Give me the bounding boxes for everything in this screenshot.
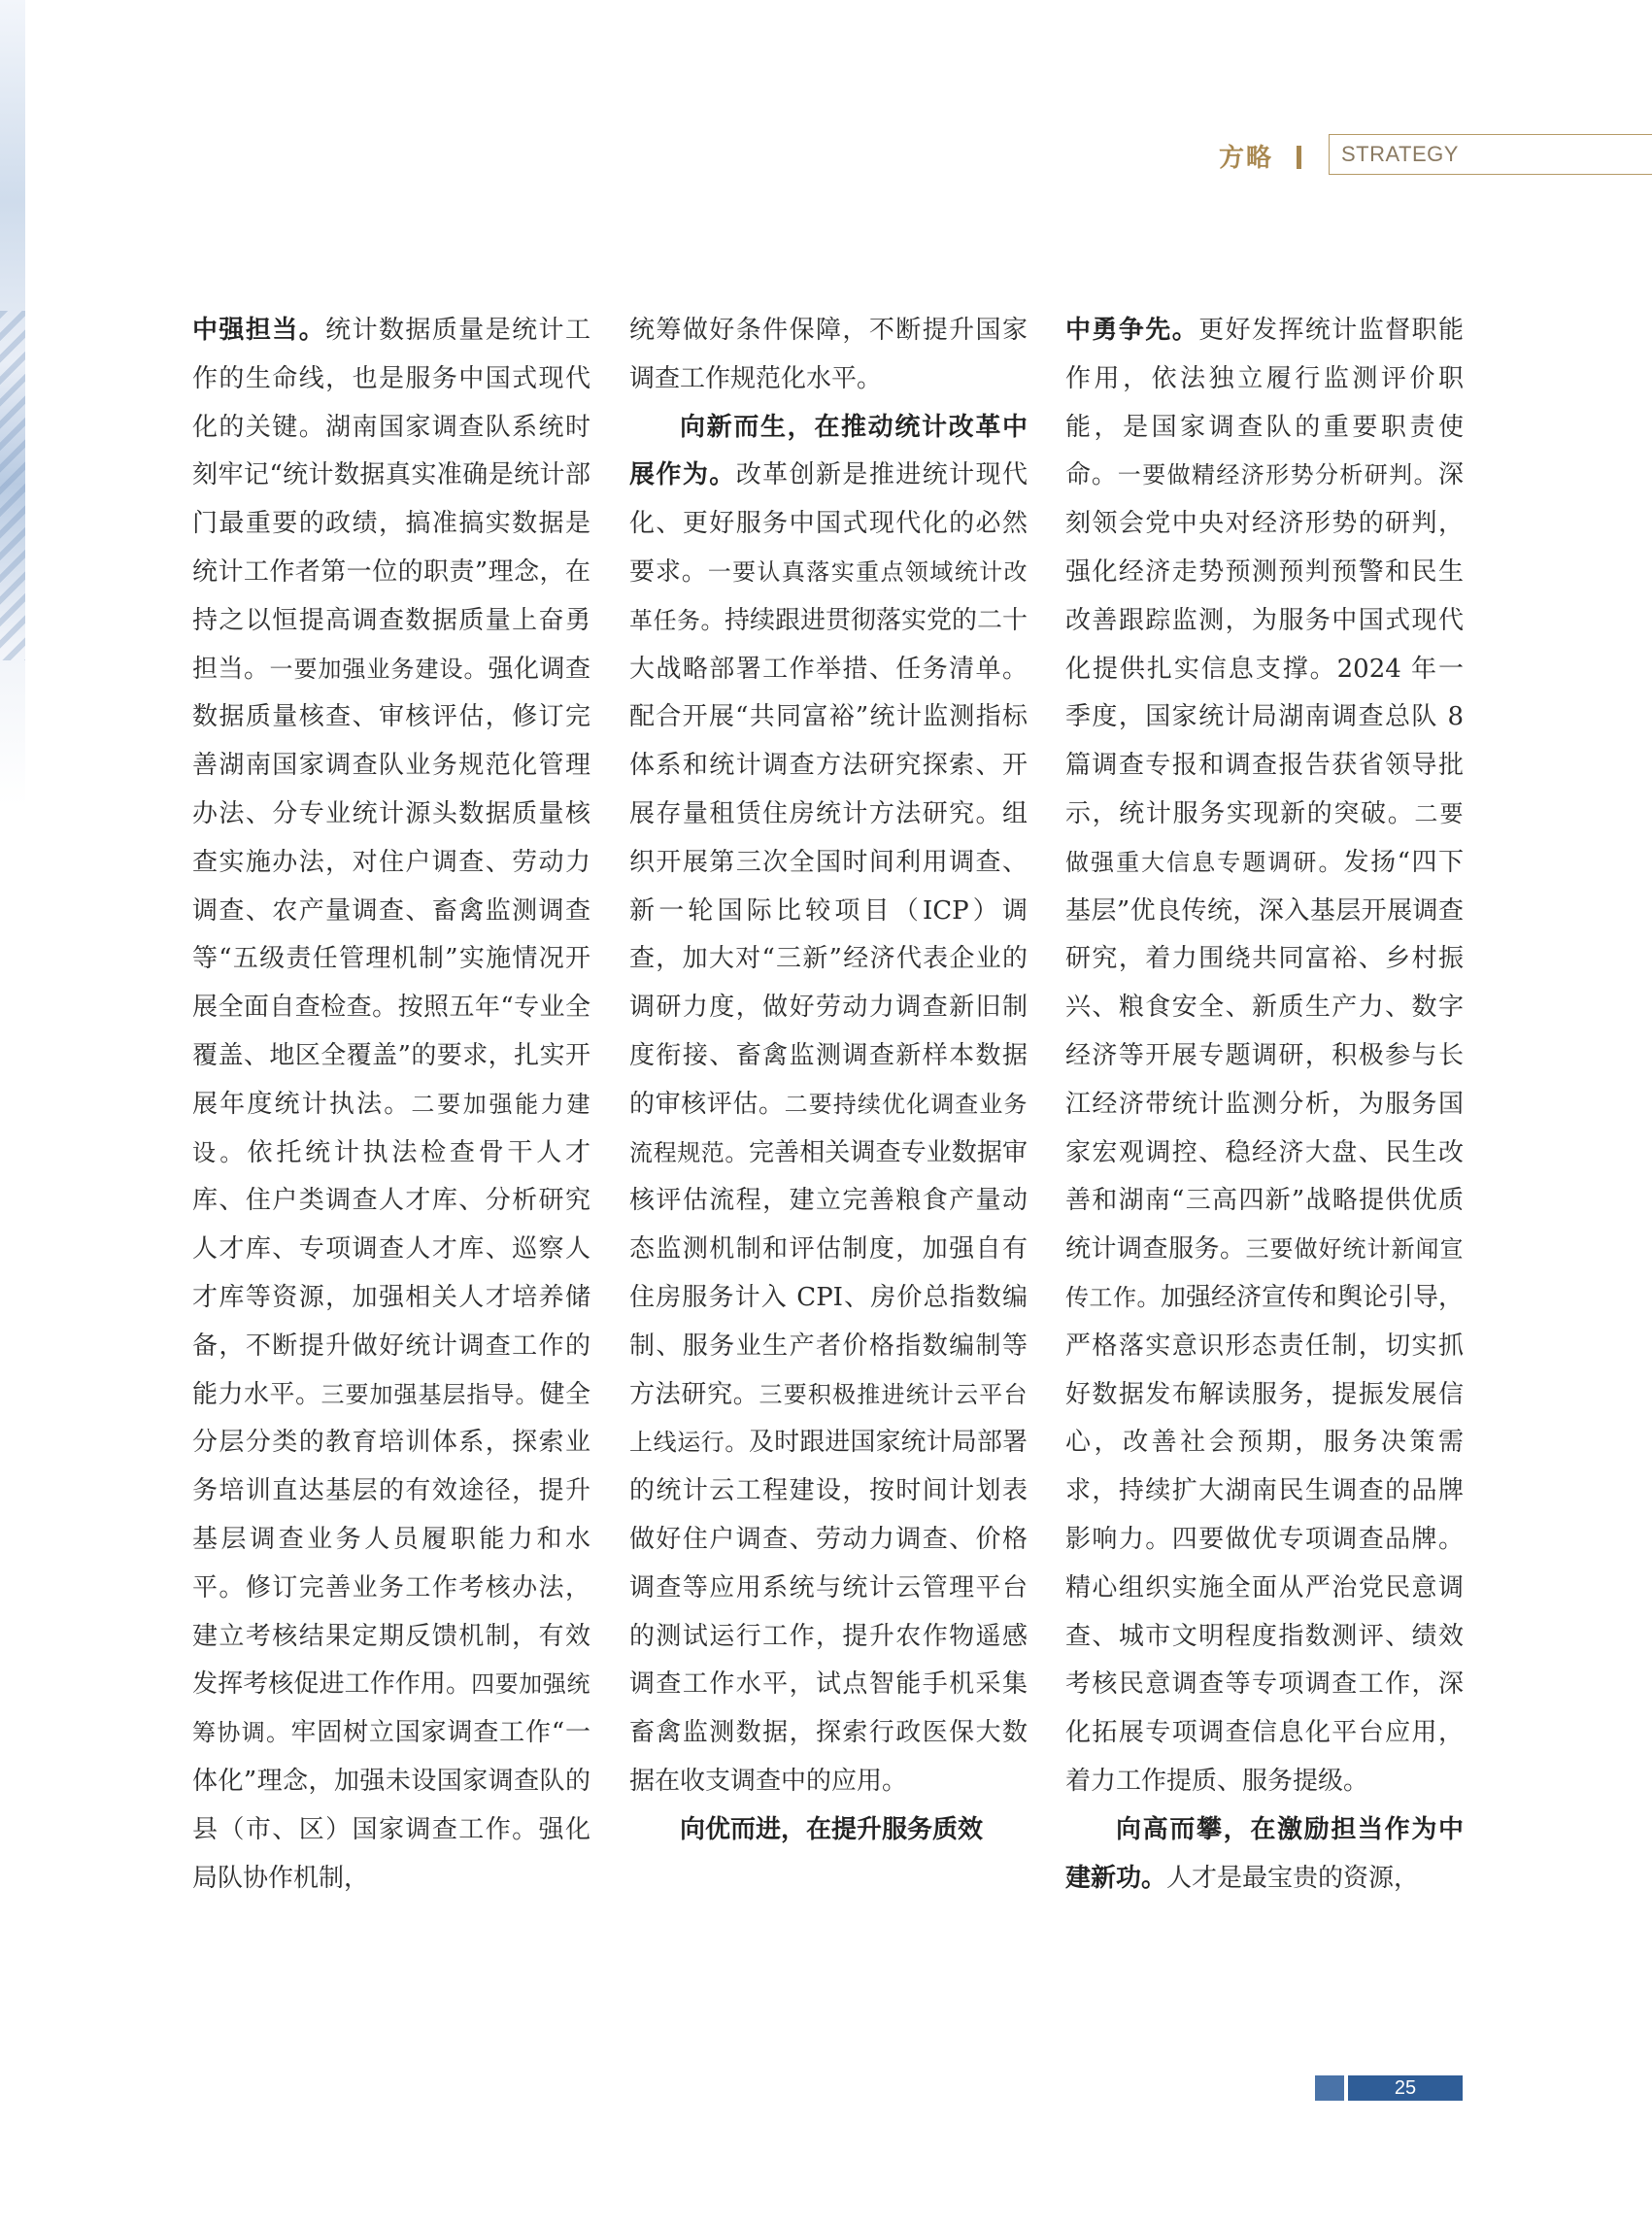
decorative-edge-art [0,0,25,806]
key-point: 一要做精经济形势分析研判。 [1117,461,1438,489]
body-text: 完善相关调查专业数据审核评估流程，建立完善粮食产量动态监测机制和评估制度，加强自有住房服务计入 CPI、房价总指数编制、服务业生产者价格指数编制等方法研究。 [629,1137,1028,1409]
section-lead: 中勇争先。 [1065,316,1199,345]
body-text: 强化调查数据质量核查、审核评估，修订完善湖南国家调查队业务规范化管理办法、分专业统计源头数据质量核查实施办法，对住户调查、劳动力调查、农产量调查、畜禽监测调查等“五级责任管理机制”实施情况开展全面自查检查。按照五年“专业全覆盖、地区全覆盖”的要求，扎实开展年度统计执法。 [192,654,590,1119]
key-point: 一要加强业务建设。 [269,655,489,683]
text-column-2 [629,307,1028,1855]
section-header [1219,134,1652,179]
paragraph [1065,1806,1464,1904]
key-point: 二要做强重大信息专题调研。 [1065,799,1464,876]
section-lead: 向高而攀，在激励担当作为中建新功。 [1065,1814,1464,1893]
paragraph [629,1806,1028,1855]
key-point: 一要认真落实重点领域统计改革任务。 [629,557,1028,634]
section-title: 方略 [1219,144,1274,173]
paragraph [1065,307,1464,1806]
page-number-badge [1315,2075,1463,2101]
text-column-3 [1065,307,1464,1903]
page-number-accent [1315,2075,1344,2101]
key-point: 二要持续优化调查业务流程规范。 [629,1090,1028,1166]
body-text: 深刻领会党中央对经济形势的研判，强化经济走势预测预判预警和民生改善跟踪监测，为服务中国式现代化提供扎实信息支撑。2024 年一季度，国家统计局湖南调查总队 8 篇调查专报和调查报告获省领导批示，统计服务实现新的突破。 [1065,460,1464,828]
body-text: 及时跟进国家统计局部署的统计云工程建设，按时间计划表做好住户调查、劳动力调查、价格调查等应用系统与统计云管理平台的测试运行工作，提升农作物遥感调查工作水平，试点智能手机采集畜禽监测数据，探索行政医保大数据在收支调查中的应用。 [629,1428,1028,1796]
section-label-box [1329,134,1652,175]
section-label-en: STRATEGY [1341,142,1459,166]
body-text: 统计数据质量是统计工作的生命线，也是服务中国式现代化的关键。湖南国家调查队系统时刻牢记“统计数据真实准确是统计部门最重要的政绩，搞准搞实数据是统计工作者第一位的职责”理念，在持之以恒提高调查数据质量上奋勇担当。 [192,316,590,684]
body-text: 人才是最宝贵的资源， [1166,1863,1420,1893]
body-text: 统筹做好条件保障，不断提升国家调查工作规范化水平。 [629,316,1028,393]
key-point: 三要积极推进统计云平台上线运行。 [629,1380,1028,1457]
page-number: 25 [1348,2075,1463,2101]
paragraph [629,307,1028,404]
key-point: 四要加强统筹协调。 [192,1670,590,1747]
body-text: 牢固树立国家调查工作“一体化”理念，加强未设国家调查队的县（市、区）国家调查工作。强化局队协作机制， [192,1718,590,1893]
paragraph [192,307,590,1903]
section-lead: 中强担当。 [192,316,326,345]
text-column-1 [192,307,590,1903]
body-text: 持续跟进贯彻落实党的二十大战略部署工作举措、任务清单。配合开展“共同富裕”统计监测指标体系和统计调查方法研究探索、开展存量租赁住房统计方法研究。组织开展第三次全国时间利用调查、新一轮国际比较项目（ICP）调查，加大对“三新”经济代表企业的调研力度，做好劳动力调查新旧制度衔接、畜禽监测调查新样本数据的审核评估。 [629,605,1028,1119]
body-text: 更好发挥统计监督职能作用，依法独立履行监测评价职能，是国家调查队的重要职责使命。 [1065,316,1464,490]
key-point: 三要加强基层指导。 [320,1380,540,1408]
section-lead: 向新而生，在推动统计改革中展作为。 [629,412,1028,490]
body-text: 发扬“四下基层”优良传统，深入基层开展调查研究，着力围绕共同富裕、乡村振兴、粮食安全、新质生产力、数字经济等开展专题调研，积极参与长江经济带统计监测分析，为服务国家宏观调控、稳经济大盘、民生改善和湖南“三高四新”战略提供优质统计调查服务。 [1065,847,1464,1264]
section-lead: 向优而进，在提升服务质效 [680,1814,984,1844]
body-text: 依托统计执法检查骨干人才库、住户类调查人才库、分析研究人才库、专项调查人才库、巡察人才库等资源，加强相关人才培养储备，不断提升做好统计调查工作的能力水平。 [192,1137,590,1409]
header-divider-bar [1297,146,1301,169]
key-point: 三要做好统计新闻宣传工作。 [1065,1235,1464,1311]
key-point: 二要加强能力建设。 [192,1090,590,1166]
paragraph [629,404,1028,1806]
body-text: 加强经济宣传和舆论引导，严格落实意识形态责任制，切实抓好数据发布解读服务，提振发展信心，改善社会预期，服务决策需求，持续扩大湖南民生调查的品牌影响力。四要做优专项调查品牌。精心组织实施全面从严治党民意调查、城市文明程度指数测评、绩效考核民意调查等专项调查工作，深化拓展专项调查信息化平台应用，着力工作提质、服务提级。 [1065,1282,1465,1796]
body-text: 健全分层分类的教育培训体系，探索业务培训直达基层的有效途径，提升基层调查业务人员履职能力和水平。修订完善业务工作考核办法，建立考核结果定期反馈机制，有效发挥考核促进工作作用。 [192,1379,590,1700]
body-text: 改革创新是推进统计现代化、更好服务中国式现代化的必然要求。 [629,460,1028,587]
